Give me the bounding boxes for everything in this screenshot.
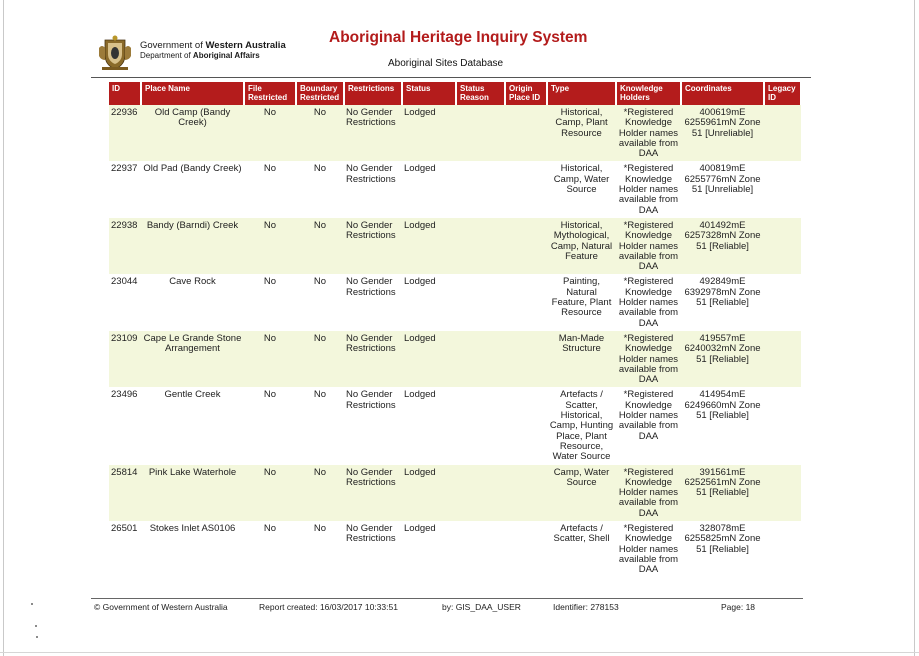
column-header-origin-place-id: Origin Place ID: [505, 82, 547, 105]
cell-file-restricted: No: [244, 465, 296, 521]
cell-knowledge-holders: *Registered Knowledge Holder names available from DAA: [616, 387, 681, 464]
cell-status-reason: [456, 274, 505, 330]
cell-place-name: Pink Lake Waterhole: [141, 465, 244, 521]
table-row: [109, 465, 801, 521]
scan-mark: [36, 636, 38, 638]
cell-status: Lodged: [402, 218, 456, 274]
footer-user: by: GIS_DAA_USER: [442, 602, 521, 612]
cell-knowledge-holders: *Registered Knowledge Holder names available from DAA: [616, 105, 681, 161]
cell-restrictions: No Gender Restrictions: [344, 218, 402, 274]
cell-coordinates: 414954mE 6249660mN Zone 51 [Reliable]: [681, 387, 764, 464]
column-header-place-name: Place Name: [141, 82, 244, 105]
cell-origin-place-id: [505, 218, 547, 274]
cell-restrictions: No Gender Restrictions: [344, 465, 402, 521]
cell-legacy-id: [764, 331, 801, 387]
cell-file-restricted: No: [244, 105, 296, 161]
cell-id: 23496: [109, 387, 141, 464]
cell-restrictions: No Gender Restrictions: [344, 331, 402, 387]
cell-status-reason: [456, 161, 505, 217]
table-row: [109, 521, 801, 577]
cell-legacy-id: [764, 105, 801, 161]
cell-type: Painting, Natural Feature, Plant Resource: [547, 274, 616, 330]
table-row: [109, 105, 801, 161]
footer-copyright: © Government of Western Australia: [94, 602, 228, 612]
footer-identifier: Identifier: 278153: [553, 602, 619, 612]
cell-place-name: Gentle Creek: [141, 387, 244, 464]
cell-coordinates: 400619mE 6255961mN Zone 51 [Unreliable]: [681, 105, 764, 161]
footer-report-created: Report created: 16/03/2017 10:33:51: [259, 602, 398, 612]
cell-knowledge-holders: *Registered Knowledge Holder names available from DAA: [616, 274, 681, 330]
cell-knowledge-holders: *Registered Knowledge Holder names available from DAA: [616, 218, 681, 274]
table-row: [109, 274, 801, 330]
cell-boundary-restricted: No: [296, 274, 344, 330]
cell-id: 22938: [109, 218, 141, 274]
cell-knowledge-holders: *Registered Knowledge Holder names available from DAA: [616, 331, 681, 387]
cell-id: 25814: [109, 465, 141, 521]
cell-place-name: Cave Rock: [141, 274, 244, 330]
cell-file-restricted: No: [244, 331, 296, 387]
cell-origin-place-id: [505, 105, 547, 161]
cell-legacy-id: [764, 218, 801, 274]
cell-status: Lodged: [402, 521, 456, 577]
cell-knowledge-holders: *Registered Knowledge Holder names available from DAA: [616, 161, 681, 217]
page-edge-bottom: [0, 652, 919, 653]
cell-status: Lodged: [402, 161, 456, 217]
table-row: [109, 387, 801, 464]
cell-id: 23044: [109, 274, 141, 330]
cell-restrictions: No Gender Restrictions: [344, 105, 402, 161]
department-name: Department of Aboriginal Affairs: [140, 51, 260, 60]
cell-file-restricted: No: [244, 387, 296, 464]
cell-type: Historical, Camp, Plant Resource: [547, 105, 616, 161]
cell-place-name: Cape Le Grande Stone Arrangement: [141, 331, 244, 387]
government-name: Government of Western Australia: [140, 40, 286, 51]
cell-knowledge-holders: *Registered Knowledge Holder names available from DAA: [616, 465, 681, 521]
cell-coordinates: 492849mE 6392978mN Zone 51 [Reliable]: [681, 274, 764, 330]
cell-restrictions: No Gender Restrictions: [344, 387, 402, 464]
cell-boundary-restricted: No: [296, 387, 344, 464]
header-rule: [91, 77, 811, 78]
cell-boundary-restricted: No: [296, 331, 344, 387]
column-header-knowledge-holders: Knowledge Holders: [616, 82, 681, 105]
cell-boundary-restricted: No: [296, 105, 344, 161]
page-edge-right: [914, 0, 915, 656]
cell-file-restricted: No: [244, 521, 296, 577]
table-header-row: [109, 82, 801, 105]
footer-rule: [91, 598, 803, 599]
cell-legacy-id: [764, 465, 801, 521]
cell-origin-place-id: [505, 465, 547, 521]
cell-legacy-id: [764, 161, 801, 217]
cell-restrictions: No Gender Restrictions: [344, 161, 402, 217]
cell-legacy-id: [764, 274, 801, 330]
cell-coordinates: 401492mE 6257328mN Zone 51 [Reliable]: [681, 218, 764, 274]
cell-status: Lodged: [402, 105, 456, 161]
cell-id: 22937: [109, 161, 141, 217]
cell-type: Camp, Water Source: [547, 465, 616, 521]
cell-type: Historical, Camp, Water Source: [547, 161, 616, 217]
cell-legacy-id: [764, 521, 801, 577]
cell-origin-place-id: [505, 521, 547, 577]
column-header-status-reason: Status Reason: [456, 82, 505, 105]
cell-legacy-id: [764, 387, 801, 464]
cell-place-name: Stokes Inlet AS0106: [141, 521, 244, 577]
cell-type: Artefacts / Scatter, Shell: [547, 521, 616, 577]
cell-status-reason: [456, 465, 505, 521]
cell-place-name: Old Pad (Bandy Creek): [141, 161, 244, 217]
cell-status-reason: [456, 331, 505, 387]
footer-page-number: Page: 18: [721, 602, 756, 612]
cell-coordinates: 328078mE 6255825mN Zone 51 [Reliable]: [681, 521, 764, 577]
column-header-coordinates: Coordinates: [681, 82, 764, 105]
table-row: [109, 161, 801, 217]
scan-mark: [31, 603, 33, 605]
cell-status-reason: [456, 218, 505, 274]
cell-coordinates: 391561mE 6252561mN Zone 51 [Reliable]: [681, 465, 764, 521]
cell-boundary-restricted: No: [296, 521, 344, 577]
cell-boundary-restricted: No: [296, 161, 344, 217]
cell-file-restricted: No: [244, 218, 296, 274]
cell-id: 22936: [109, 105, 141, 161]
cell-file-restricted: No: [244, 161, 296, 217]
cell-type: Artefacts / Scatter, Historical, Camp, Hunting Place, Plant Resource, Water Source: [547, 387, 616, 464]
column-header-status: Status: [402, 82, 456, 105]
column-header-legacy-id: Legacy ID: [764, 82, 801, 105]
cell-status: Lodged: [402, 387, 456, 464]
cell-status: Lodged: [402, 331, 456, 387]
cell-status: Lodged: [402, 274, 456, 330]
cell-file-restricted: No: [244, 274, 296, 330]
column-header-file-restricted: File Restricted: [244, 82, 296, 105]
cell-place-name: Old Camp (Bandy Creek): [141, 105, 244, 161]
table-row: [109, 331, 801, 387]
cell-knowledge-holders: *Registered Knowledge Holder names available from DAA: [616, 521, 681, 577]
cell-status-reason: [456, 521, 505, 577]
cell-status-reason: [456, 105, 505, 161]
column-header-restrictions: Restrictions: [344, 82, 402, 105]
cell-id: 23109: [109, 331, 141, 387]
cell-type: Historical, Mythological, Camp, Natural Feature: [547, 218, 616, 274]
cell-coordinates: 419557mE 6240032mN Zone 51 [Reliable]: [681, 331, 764, 387]
page-edge-left: [3, 0, 4, 656]
cell-origin-place-id: [505, 387, 547, 464]
cell-id: 26501: [109, 521, 141, 577]
column-header-id: ID: [109, 82, 141, 105]
database-title: Aboriginal Sites Database: [388, 58, 504, 69]
cell-boundary-restricted: No: [296, 218, 344, 274]
cell-status: Lodged: [402, 465, 456, 521]
cell-status-reason: [456, 387, 505, 464]
cell-place-name: Bandy (Barndi) Creek: [141, 218, 244, 274]
cell-restrictions: No Gender Restrictions: [344, 274, 402, 330]
column-header-type: Type: [547, 82, 616, 105]
scan-mark: [35, 625, 37, 627]
wa-crest-logo: [96, 34, 134, 72]
column-header-boundary-restricted: Boundary Restricted: [296, 82, 344, 105]
sites-table: [109, 82, 802, 577]
system-title: Aboriginal Heritage Inquiry System: [329, 29, 588, 46]
cell-restrictions: No Gender Restrictions: [344, 521, 402, 577]
table-row: [109, 218, 801, 274]
cell-origin-place-id: [505, 161, 547, 217]
cell-origin-place-id: [505, 331, 547, 387]
cell-type: Man-Made Structure: [547, 331, 616, 387]
cell-origin-place-id: [505, 274, 547, 330]
cell-coordinates: 400819mE 6255776mN Zone 51 [Unreliable]: [681, 161, 764, 217]
cell-boundary-restricted: No: [296, 465, 344, 521]
